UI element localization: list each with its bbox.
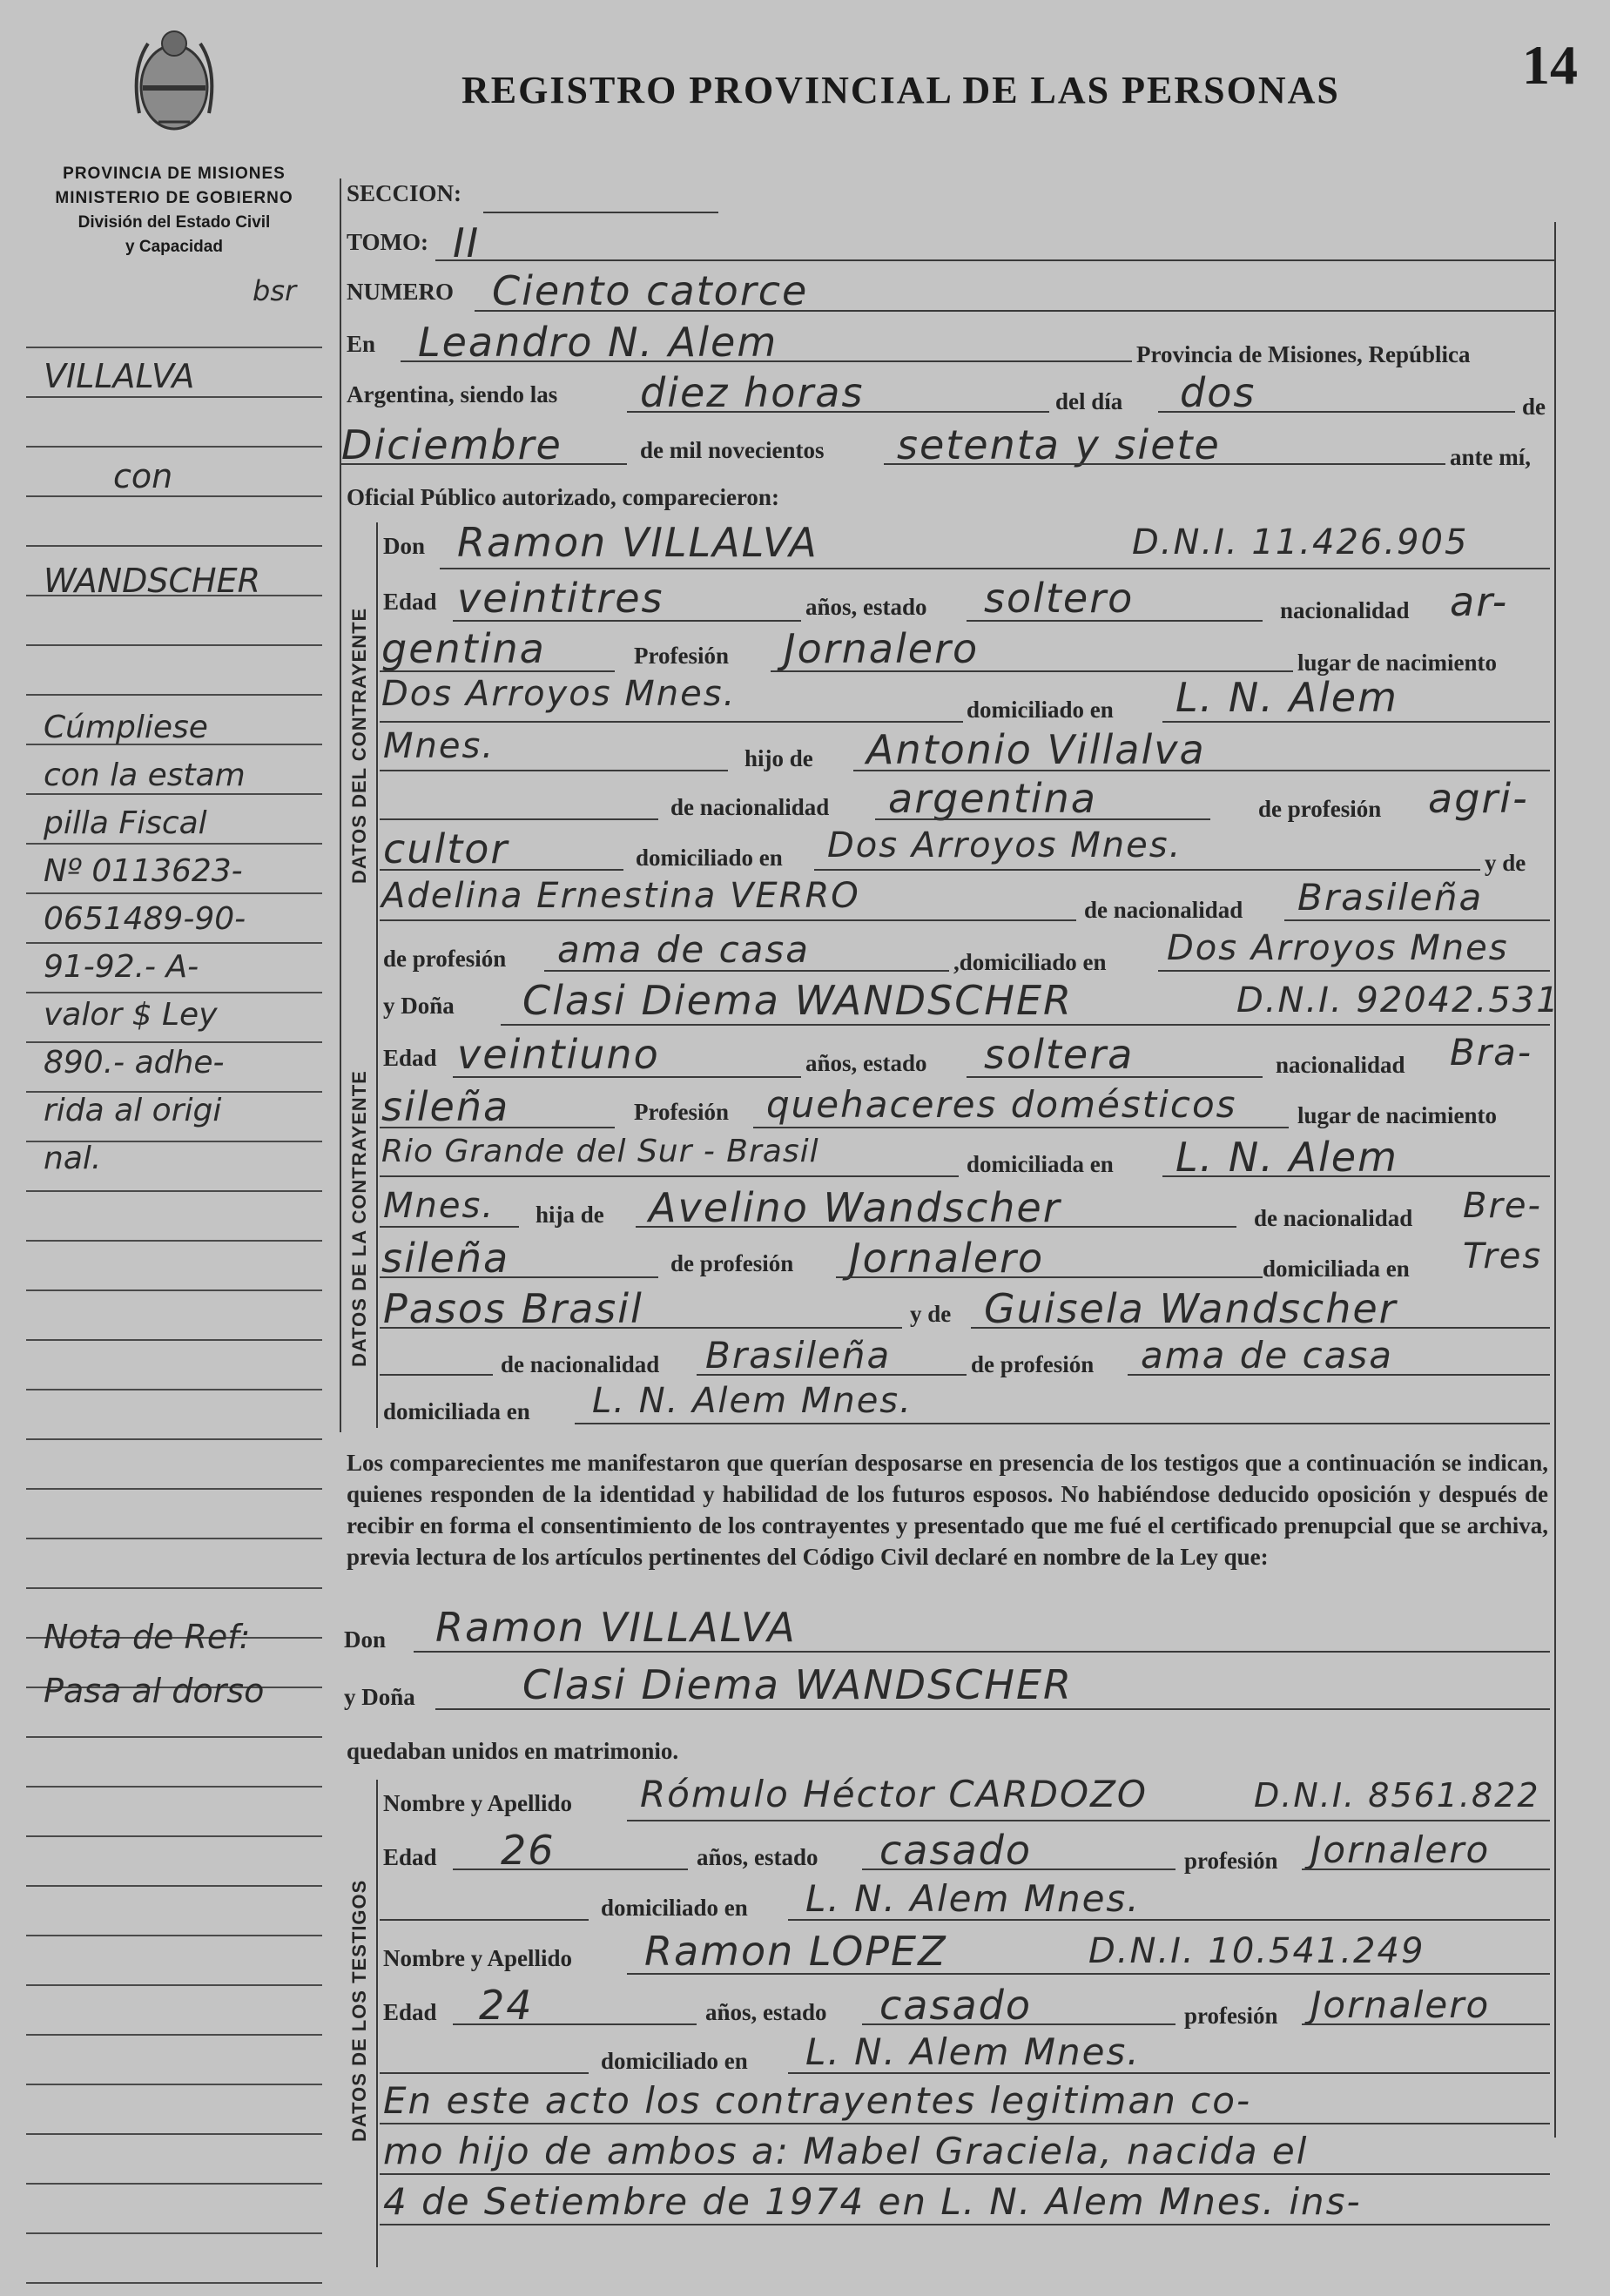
madre-nac-line [1284, 919, 1550, 921]
nacionalidad-label: nacionalidad [1280, 597, 1410, 623]
frame-left-line [340, 178, 341, 1432]
edad-line [453, 620, 801, 622]
t2-anios-estado-label: años, estado [705, 1999, 827, 2025]
margin-connector: con [113, 457, 173, 495]
t1-dni: D.N.I. 8561.822 [1254, 1776, 1540, 1815]
frame-right-line [1554, 222, 1556, 2138]
y-de-label: y de [910, 1301, 952, 1327]
lugar-value: Leandro N. Alem [418, 319, 778, 366]
decl-don-name: Ramon VILLALVA [435, 1604, 797, 1651]
contrayente-dni: D.N.I. 11.426.905 [1132, 522, 1469, 562]
margin-rule [26, 2034, 322, 2036]
org-line: y Capacidad [125, 238, 223, 256]
decl-dona-name: Clasi Diema WANDSCHER [522, 1661, 1074, 1708]
lugar-nac-label: lugar de nacimiento [1297, 1102, 1497, 1128]
contrayenta-padre-nac-b: sileña [381, 1235, 510, 1282]
t1-edad: 26 [501, 1827, 556, 1874]
anios-estado-label: años, estado [805, 594, 927, 620]
decl-dona-label: y Doña [344, 1684, 415, 1710]
declaration-text: Los comparecientes me manifestaron que querían desposarse en presencia de los testigos que a continuación se indican, quienes responden de la identidad y habilidad de los futuros esposos. No habiéndose deducido oposición y después de recibir en forma el consentimiento de los contrayentes y presentado que me fué el certificado prenupcial que se archiva, previa lectura de los artículos pertinentes del Código Civil declaré en nombre de la Ley que: [347, 1450, 1548, 1570]
testigos-side-label: DATOS DE LOS TESTIGOS [348, 1879, 370, 2142]
margin-note-line: con la estam [44, 757, 246, 793]
margin-rule [26, 347, 322, 348]
t2-dom-line [788, 2072, 1550, 2074]
estado-line [967, 1076, 1263, 1078]
margin-rule [26, 1041, 322, 1043]
margin-rule [26, 446, 322, 448]
testigos-box-line [376, 1780, 378, 2267]
t1-profesion-line [1302, 1868, 1550, 1870]
numero-value: Ciento catorce [492, 267, 809, 314]
margin-rule [26, 1984, 322, 1986]
margin-surname-2: WANDSCHER [44, 562, 261, 600]
provincia-text: Provincia de Misiones, República [1136, 341, 1471, 367]
lugar-line [401, 360, 1132, 362]
padre-prof-label: de profesión [670, 1250, 794, 1276]
padre-dom-line [814, 869, 1480, 871]
t1-nombre-label: Nombre y Apellido [383, 1790, 573, 1816]
margin-rule [26, 1786, 322, 1788]
contrayenta-padre-dom-a: Tres [1463, 1236, 1543, 1276]
margin-rule [26, 2133, 322, 2135]
margin-note-line: Cúmpliese [44, 710, 208, 745]
mes-value: Diciembre [341, 421, 562, 468]
contrayente-padre-nac: argentina [888, 775, 1097, 822]
margin-rule [26, 793, 322, 795]
lugar-nac-label: lugar de nacimiento [1297, 650, 1497, 676]
contrayenta-domicilio-a: L. N. Alem [1176, 1134, 1398, 1181]
padre-nac-line [875, 818, 1210, 820]
margin-rule [26, 1339, 322, 1341]
t2-estado-line [862, 2023, 1176, 2025]
lugar-nac-line [380, 1175, 959, 1177]
coat-of-arms-seal [122, 17, 226, 152]
madre-nac-label: de nacionalidad [1084, 897, 1243, 923]
margin-ref-line: Nota de Ref: [44, 1618, 251, 1656]
argentina-text: Argentina, siendo las [347, 381, 558, 407]
contrayente-domicilio-b: Mnes. [383, 726, 495, 766]
t2-edad-line [453, 2023, 697, 2025]
margin-rule [26, 1190, 322, 1192]
don-line [440, 568, 1550, 569]
estado-line [967, 620, 1263, 622]
dia-value: dos [1180, 369, 1256, 416]
tomo-label: TOMO: [347, 229, 428, 255]
margin-note-line: 890.- adhe- [44, 1045, 225, 1081]
seccion-line [483, 212, 718, 213]
margin-rule [26, 1935, 322, 1936]
lugar-nac-line [380, 721, 963, 723]
t1-nombre-line [627, 1820, 1550, 1821]
madre-prof-line [1128, 1374, 1550, 1376]
padre-prof-line [836, 1276, 1263, 1278]
y-de-label: y de [1485, 850, 1526, 876]
t2-domicilio: L. N. Alem Mnes. [805, 2030, 1141, 2073]
padre-prof-label: de profesión [1258, 796, 1382, 822]
contrayente-madre: Adelina Ernestina VERRO [381, 876, 860, 916]
org-line: MINISTERIO DE GOBIERNO [55, 189, 293, 207]
legitimation-note: 4 de Setiembre de 1974 en L. N. Alem Mnes. ins- [383, 2180, 1362, 2223]
domiciliado-label: domiciliado en [967, 697, 1114, 723]
margin-note-line: valor $ Ley [44, 997, 218, 1033]
hija-label: hija de [536, 1202, 604, 1228]
contrayenta-nombre: Clasi Diema WANDSCHER [522, 977, 1074, 1024]
margin-rule [26, 1488, 322, 1490]
contrayente-madre-nac: Brasileña [1297, 876, 1484, 919]
hora-line [627, 411, 1049, 413]
anios-estado-label: años, estado [805, 1050, 927, 1076]
t2-nombre: Ramon LOPEZ [644, 1928, 947, 1975]
padre-nac-label: de nacionalidad [670, 794, 830, 820]
margin-rule [26, 1835, 322, 1837]
t1-dom-line [788, 1919, 1550, 1921]
t1-estado-line [862, 1868, 1176, 1870]
contrayenta-madre-dom: L. N. Alem Mnes. [592, 1381, 913, 1421]
decl-don-label: Don [344, 1626, 387, 1653]
contrayenta-lugar-nac: Rio Grande del Sur - Brasil [381, 1134, 819, 1169]
t1-domiciliado-label: domiciliado en [601, 1895, 748, 1921]
t1-edad-label: Edad [383, 1844, 437, 1870]
domicilio-line [1162, 721, 1550, 723]
margin-rule [26, 694, 322, 696]
contrayente-nacionalidad-b: gentina [381, 625, 546, 672]
profesion-label: Profesión [634, 1099, 729, 1125]
note-line [380, 2123, 1550, 2124]
margin-rule [26, 2282, 322, 2284]
contrayenta-padre-prof: Jornalero [849, 1235, 1045, 1282]
t1-domicilio: L. N. Alem Mnes. [805, 1877, 1141, 1920]
nacionalidad-line [380, 670, 615, 672]
profesion-line [771, 670, 1293, 672]
contrayente-madre-prof: ama de casa [557, 928, 811, 971]
margin-note-line: 91-92.- A- [44, 949, 199, 985]
t1-anios-estado-label: años, estado [697, 1844, 818, 1870]
padre-nac-label: de nacionalidad [1254, 1205, 1413, 1231]
domiciliada-label: domiciliada en [967, 1151, 1114, 1177]
madre-nac-label: de nacionalidad [501, 1351, 660, 1377]
margin-rule [26, 396, 322, 398]
margin-surname-1: VILLALVA [44, 357, 195, 395]
t1-nombre: Rómulo Héctor CARDOZO [640, 1773, 1148, 1815]
t1-profesion: Jornalero [1310, 1828, 1491, 1871]
t2-profesion-line [1302, 2023, 1550, 2025]
margin-rule [26, 644, 322, 646]
madre-prof-line [544, 970, 949, 972]
margin-note-line: 0651489-90- [44, 901, 246, 937]
t2-domiciliado-label: domiciliado en [601, 2048, 748, 2074]
initials: bsr [253, 274, 297, 307]
contrayente-box-line [376, 522, 378, 993]
contrayenta-madre-nac: Brasileña [705, 1334, 892, 1377]
page-title: REGISTRO PROVINCIAL DE LAS PERSONAS [461, 69, 1340, 111]
contrayente-edad: veintitres [457, 575, 664, 622]
margin-note-line: Nº 0113623- [44, 853, 243, 889]
dona-line [501, 1024, 1550, 1026]
madre-nac-line [697, 1374, 967, 1376]
contrayente-profesion: Jornalero [784, 625, 980, 672]
margin-rule [26, 843, 322, 845]
tomo-line [435, 259, 1554, 261]
anio-value: setenta y siete [897, 421, 1221, 468]
mes-line [340, 463, 627, 465]
margin-rule [26, 545, 322, 547]
t1-dom-lead-line [380, 1919, 589, 1921]
edad-label: Edad [383, 589, 437, 615]
contrayenta-nacionalidad-a: Bra- [1450, 1031, 1533, 1074]
legitimation-note: En este acto los contrayentes legitiman co- [383, 2079, 1252, 2122]
dona-label: y Doña [383, 993, 455, 1019]
page-number: 14 [1522, 34, 1578, 96]
contrayente-nombre: Ramon VILLALVA [457, 519, 818, 566]
contrayenta-padre: Avelino Wandscher [649, 1184, 1061, 1231]
padre-dom-label: domiciliado en [636, 845, 783, 871]
contrayenta-madre: Guisela Wandscher [984, 1285, 1398, 1332]
margin-rule [26, 892, 322, 894]
decl-dona-line [435, 1708, 1550, 1710]
margin-rule [26, 2183, 322, 2185]
org-line: PROVINCIA DE MISIONES [63, 165, 286, 183]
contrayenta-side-label: DATOS DE LA CONTRAYENTE [348, 1070, 370, 1367]
t2-edad-label: Edad [383, 1999, 437, 2025]
contrayenta-madre-prof: ama de casa [1141, 1334, 1394, 1377]
contrayente-domicilio-a: L. N. Alem [1176, 674, 1398, 721]
margin-ref-line: Pasa al dorso [44, 1672, 265, 1710]
contrayente-madre-dom: Dos Arroyos Mnes [1167, 928, 1509, 968]
contrayente-box-line [376, 993, 378, 1428]
margin-rule [26, 1587, 322, 1589]
oficial-text: Oficial Público autorizado, comparecieron: [347, 484, 779, 510]
decl-don-line [414, 1651, 1550, 1653]
edad-line [453, 1076, 801, 1078]
t2-dni: D.N.I. 10.541.249 [1088, 1931, 1425, 1971]
margin-rule [26, 1885, 322, 1887]
padre-prof-line [380, 869, 623, 871]
padre-nac-line [380, 1276, 658, 1278]
contrayenta-domicilio-b: Mnes. [383, 1186, 495, 1226]
padre-dom-line [380, 1327, 902, 1329]
contrayenta-padre-dom-b: Pasos Brasil [383, 1285, 643, 1332]
decl-closing: quedaban unidos en matrimonio. [347, 1738, 679, 1764]
domicilio-b-line [380, 1226, 519, 1228]
t2-estado: casado [879, 1982, 1032, 2029]
nacionalidad-line [380, 1127, 615, 1128]
madre-line [380, 919, 1076, 921]
contrayenta-dni: D.N.I. 92042.531 [1236, 980, 1560, 1020]
margin-rule [26, 1289, 322, 1291]
contrayente-padre-dom: Dos Arroyos Mnes. [827, 825, 1182, 865]
tomo-value: II [453, 219, 481, 266]
dia-line [1158, 411, 1515, 413]
margin-rule [26, 942, 322, 944]
org-line: División del Estado Civil [77, 213, 271, 232]
margin-note-line: pilla Fiscal [44, 805, 207, 841]
margin-rule [26, 1438, 322, 1440]
margin-note-line: nal. [44, 1141, 102, 1176]
madre-line [971, 1327, 1550, 1329]
t2-nombre-label: Nombre y Apellido [383, 1945, 573, 1971]
madre-prof-label: de profesión [971, 1351, 1095, 1377]
nacionalidad-label: nacionalidad [1276, 1052, 1405, 1078]
padre-dom-label: domiciliada en [1263, 1256, 1410, 1282]
margin-rule [26, 1538, 322, 1539]
profesion-line [753, 1127, 1289, 1128]
contrayente-lugar-nac: Dos Arroyos Mnes. [381, 674, 737, 714]
contrayente-nacionalidad-a: ar- [1450, 578, 1509, 625]
del-dia-label: del día [1055, 388, 1123, 414]
t2-profesion: Jornalero [1310, 1983, 1491, 2026]
contrayenta-edad: veintiuno [457, 1031, 660, 1078]
padre-line [853, 770, 1550, 771]
margin-note-line: rida al origi [44, 1093, 222, 1128]
contrayenta-padre-nac-a: Bre- [1463, 1186, 1542, 1226]
legitimation-note: mo hijo de ambos a: Mabel Graciela, nacida el [383, 2130, 1309, 2172]
contrayenta-nacionalidad-b: sileña [381, 1083, 510, 1130]
numero-label: NUMERO [347, 279, 454, 305]
hora-value: diez horas [640, 369, 865, 416]
numero-line [475, 310, 1554, 312]
margin-rule [26, 1389, 322, 1390]
org-block [26, 162, 322, 259]
note-line [380, 2224, 1550, 2225]
t1-edad-line [453, 1868, 688, 1870]
ante-mi-label: ante mí, [1450, 444, 1531, 470]
de-label: de [1522, 394, 1546, 420]
madre-nac-lead-line [380, 1374, 493, 1376]
margin-rule [26, 2232, 322, 2234]
domicilio-b-line [380, 770, 728, 771]
margin-rule [26, 495, 322, 497]
padre-nac-lead-line [380, 818, 658, 820]
t2-profesion-label: profesión [1184, 2003, 1278, 2029]
de-mil-label: de mil novecientos [640, 437, 825, 463]
madre-dom-line [575, 1423, 1550, 1424]
contrayente-side-label: DATOS DEL CONTRAYENTE [348, 607, 370, 884]
margin-rule [26, 2084, 322, 2085]
t2-nombre-line [627, 1973, 1550, 1975]
seccion-label: SECCION: [347, 180, 462, 206]
anio-line [884, 463, 1445, 465]
madre-dom-line [1158, 970, 1550, 972]
profesion-label: Profesión [634, 643, 729, 669]
madre-dom-label: domiciliada en [383, 1398, 530, 1424]
contrayente-estado: soltero [984, 575, 1135, 622]
don-label: Don [383, 533, 426, 559]
contrayenta-profesion: quehaceres domésticos [766, 1083, 1237, 1126]
padre-line [636, 1226, 1236, 1228]
contrayente-padre: Antonio Villalva [866, 726, 1206, 773]
edad-label: Edad [383, 1045, 437, 1071]
contrayenta-estado: soltera [984, 1031, 1135, 1078]
contrayente-padre-prof-a: agri- [1428, 775, 1529, 822]
en-label: En [347, 331, 376, 357]
hijo-label: hijo de [744, 745, 813, 771]
madre-dom-label: ,domiciliado en [953, 949, 1107, 975]
madre-prof-label: de profesión [383, 946, 507, 972]
t1-profesion-label: profesión [1184, 1848, 1278, 1874]
contrayente-padre-prof-b: cultor [383, 825, 509, 872]
margin-rule [26, 1736, 322, 1738]
margin-rule [26, 1240, 322, 1242]
t2-edad: 24 [479, 1982, 534, 2029]
note-line [380, 2173, 1550, 2175]
margin-rule [26, 992, 322, 993]
t1-estado: casado [879, 1827, 1032, 1874]
domicilio-line [1162, 1175, 1550, 1177]
t2-dom-lead-line [380, 2072, 589, 2074]
